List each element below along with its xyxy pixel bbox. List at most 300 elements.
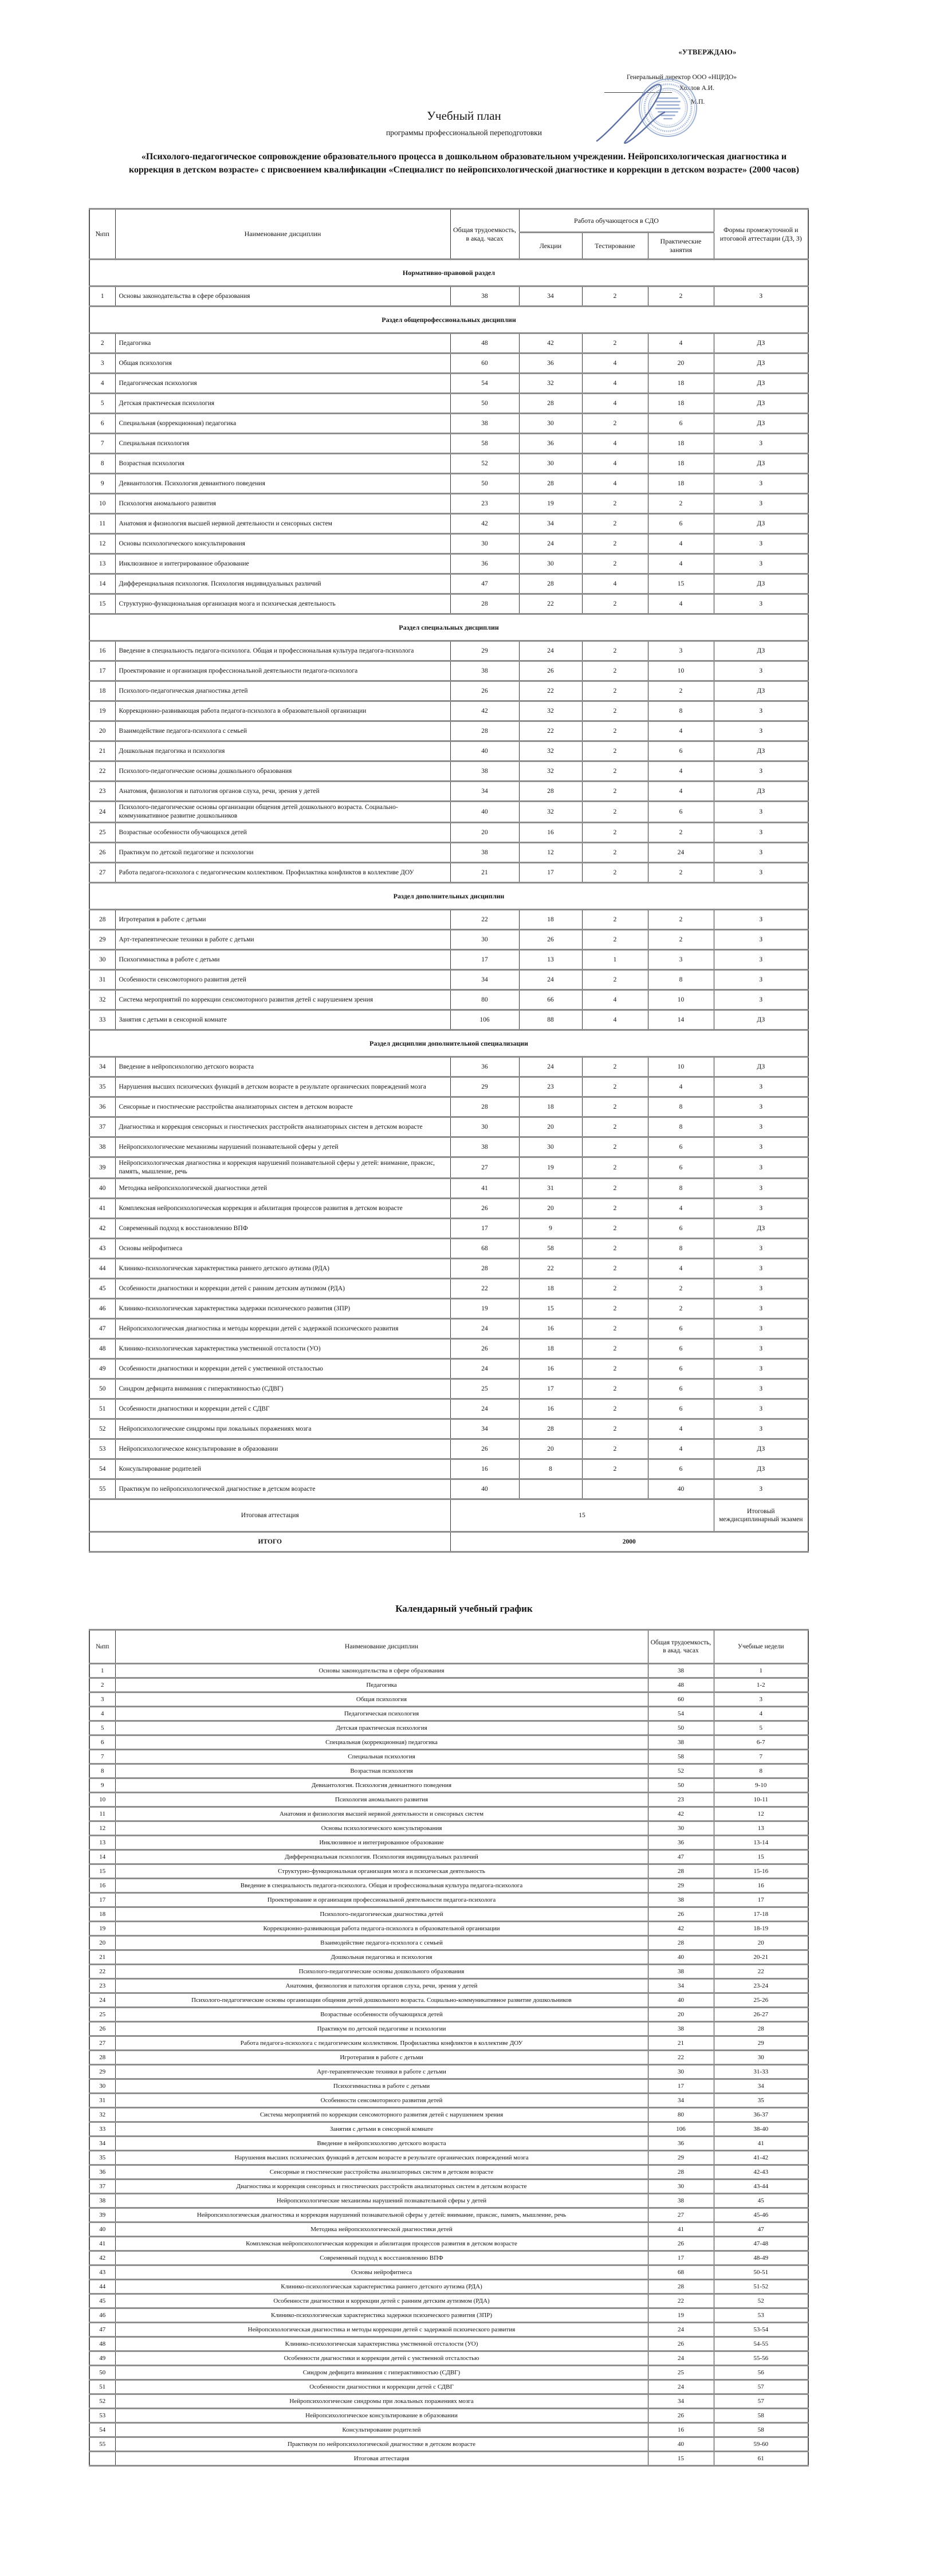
table-row (89, 1359, 808, 1379)
row-number: 49 (89, 2351, 115, 2366)
row-number: 40 (89, 1179, 115, 1199)
discipline-name: Девиантология. Психология девиантного поведения (115, 474, 450, 494)
weeks-cell: 42-43 (714, 2165, 808, 2180)
total-hours-cell: 20 (648, 2008, 714, 2022)
attestation-cell: З (714, 1399, 808, 1419)
total-hours-cell: 30 (450, 534, 519, 554)
weeks-cell: 17-18 (714, 1907, 808, 1922)
table-row (89, 2294, 808, 2308)
row-number: 55 (89, 1479, 115, 1499)
testing-cell: 2 (582, 1117, 648, 1137)
discipline-name: Клинико-психологическая характеристика умственной отсталости (УО) (115, 2337, 648, 2351)
table-row (89, 2423, 808, 2437)
attestation-cell: З (714, 1199, 808, 1219)
total-hours-cell: 38 (450, 414, 519, 434)
discipline-name: Особенности диагностики и коррекции детей с умственной отсталостью (115, 1359, 450, 1379)
discipline-name: Комплексная нейропсихологическая коррекция и абилитация процессов развития в детском возрасте (115, 2237, 648, 2251)
testing-cell: 2 (582, 661, 648, 681)
row-number: 17 (89, 1893, 115, 1907)
discipline-name: Консультирование родителей (115, 2423, 648, 2437)
attestation-cell: ДЗ (714, 681, 808, 701)
row-number: 26 (89, 843, 115, 863)
table-row (89, 1299, 808, 1319)
total-hours-cell: 19 (450, 1299, 519, 1319)
table-row (89, 721, 808, 741)
weeks-cell: 31-33 (714, 2065, 808, 2079)
curriculum-table-header (89, 209, 808, 260)
testing-cell: 2 (582, 514, 648, 534)
lectures-cell: 22 (519, 1259, 582, 1279)
row-number: 12 (89, 1821, 115, 1836)
table-row (89, 1936, 808, 1950)
row-number: 4 (89, 374, 115, 394)
lectures-cell: 23 (519, 1077, 582, 1097)
discipline-name: Нарушения высших психических функций в детском возрасте в результате органических повреждений мозга (115, 2151, 648, 2165)
discipline-name: Итоговая аттестация (115, 2452, 648, 2466)
discipline-name: Нейропсихологическое консультирование в образовании (115, 1439, 450, 1459)
row-number: 35 (89, 2151, 115, 2165)
section-title: Нормативно-правовой раздел (89, 260, 808, 286)
table-row (89, 1117, 808, 1137)
table-row (89, 534, 808, 554)
total-hours-cell: 30 (450, 1117, 519, 1137)
row-number: 41 (89, 2237, 115, 2251)
discipline-name: Основы психологического консультирования (115, 1821, 648, 1836)
lectures-cell: 19 (519, 1157, 582, 1179)
table-row (89, 641, 808, 661)
practice-cell: 24 (648, 843, 714, 863)
attestation-cell: З (714, 701, 808, 721)
final-attestation-label: Итоговая аттестация (89, 1499, 450, 1532)
weeks-cell: 6-7 (714, 1735, 808, 1750)
attestation-cell: ДЗ (714, 1459, 808, 1479)
discipline-name: Детская практическая психология (115, 394, 450, 414)
row-number: 16 (89, 1879, 115, 1893)
testing-cell: 2 (582, 1279, 648, 1299)
practice-cell: 4 (648, 554, 714, 574)
total-hours-cell: 38 (648, 1965, 714, 1979)
total-hours-cell: 17 (450, 950, 519, 970)
row-number: 19 (89, 701, 115, 721)
practice-cell: 20 (648, 354, 714, 374)
lectures-cell: 66 (519, 990, 582, 1010)
attestation-cell: ДЗ (714, 1010, 808, 1030)
discipline-name: Общая психология (115, 354, 450, 374)
attestation-cell: ДЗ (714, 454, 808, 474)
discipline-name: Проектирование и организация профессиональной деятельности педагога-психолога (115, 1893, 648, 1907)
discipline-name: Возрастные особенности обучающихся детей (115, 2008, 648, 2022)
weeks-cell: 51-52 (714, 2280, 808, 2294)
weeks-cell: 57 (714, 2380, 808, 2394)
total-hours-cell: 34 (450, 782, 519, 802)
testing-cell: 2 (582, 554, 648, 574)
table-row (89, 554, 808, 574)
row-number: 38 (89, 2194, 115, 2208)
row-number: 6 (89, 414, 115, 434)
practice-cell: 14 (648, 1010, 714, 1030)
practice-cell: 3 (648, 950, 714, 970)
lectures-cell: 17 (519, 1379, 582, 1399)
schedule-table (89, 1629, 809, 2467)
practice-cell: 2 (648, 823, 714, 843)
lectures-cell: 32 (519, 761, 582, 782)
total-hours-cell: 42 (648, 1922, 714, 1936)
total-hours-cell: 26 (450, 1439, 519, 1459)
row-number: 11 (89, 514, 115, 534)
weeks-cell: 57 (714, 2394, 808, 2409)
weeks-cell: 13-14 (714, 1836, 808, 1850)
weeks-cell: 38-40 (714, 2122, 808, 2137)
row-number: 26 (89, 2022, 115, 2036)
attestation-cell: З (714, 721, 808, 741)
attestation-cell: З (714, 823, 808, 843)
discipline-name: Система мероприятий по коррекции сенсомоторного развития детей с нарушением зрения (115, 2108, 648, 2122)
section-title: Раздел специальных дисциплин (89, 614, 808, 641)
table-row (89, 1678, 808, 1693)
weeks-cell: 16 (714, 1879, 808, 1893)
attestation-cell: З (714, 1239, 808, 1259)
testing-cell: 2 (582, 802, 648, 823)
discipline-name: Практикум по детской педагогике и психологии (115, 843, 450, 863)
attestation-cell: З (714, 1379, 808, 1399)
row-number: 2 (89, 1678, 115, 1693)
weeks-cell: 48-49 (714, 2251, 808, 2265)
discipline-name: Клинико-психологическая характеристика задержки психического развития (ЗПР) (115, 1299, 450, 1319)
total-hours-cell: 34 (450, 970, 519, 990)
testing-cell: 2 (582, 1299, 648, 1319)
table-row (89, 1735, 808, 1750)
testing-cell: 2 (582, 1239, 648, 1259)
discipline-name: Основы нейрофитнеса (115, 1239, 450, 1259)
testing-cell: 2 (582, 1137, 648, 1157)
row-number: 9 (89, 1778, 115, 1793)
practice-cell: 4 (648, 534, 714, 554)
discipline-name: Синдром дефицита внимания с гиперактивностью (СДВГ) (115, 2366, 648, 2380)
discipline-name: Психолого-педагогическая диагностика детей (115, 681, 450, 701)
total-hours-cell: 50 (648, 1778, 714, 1793)
total-hours-cell: 40 (450, 802, 519, 823)
practice-cell: 10 (648, 990, 714, 1010)
table-row (89, 1707, 808, 1721)
table-row (89, 394, 808, 414)
total-hours-cell: 36 (648, 1836, 714, 1850)
row-number: 5 (89, 394, 115, 414)
attestation-cell: З (714, 474, 808, 494)
discipline-name: Нейропсихологические механизмы нарушений познавательной сферы у детей (115, 1137, 450, 1157)
discipline-name: Нейропсихологические синдромы при локальных поражениях мозга (115, 1419, 450, 1439)
row-number: 11 (89, 1807, 115, 1821)
table-row (89, 514, 808, 534)
discipline-name: Психолого-педагогическая диагностика детей (115, 1907, 648, 1922)
discipline-name: Психолого-педагогические основы организации общения детей дошкольного возраста. Социально-коммуникативное развитие дошкольников (115, 802, 450, 823)
total-hours-cell: 26 (648, 2337, 714, 2351)
table-row (89, 2208, 808, 2222)
table-row (89, 1319, 808, 1339)
discipline-name: Клинико-психологическая характеристика задержки психического развития (ЗПР) (115, 2308, 648, 2323)
attestation-cell: З (714, 843, 808, 863)
weeks-cell: 4 (714, 1707, 808, 1721)
practice-cell: 3 (648, 641, 714, 661)
practice-cell: 2 (648, 910, 714, 930)
row-number: 8 (89, 454, 115, 474)
table-row (89, 1864, 808, 1879)
discipline-name: Диагностика и коррекция сенсорных и гностических расстройств анализаторных систем в детском возрасте (115, 2180, 648, 2194)
total-hours-cell: 22 (450, 1279, 519, 1299)
table-row (89, 930, 808, 950)
lectures-cell: 36 (519, 354, 582, 374)
lectures-cell: 34 (519, 286, 582, 307)
total-hours-cell: 42 (648, 1807, 714, 1821)
col-header-total: Общая трудоемкость, в акад. часах (648, 1630, 714, 1664)
testing-cell: 2 (582, 1319, 648, 1339)
table-row (89, 681, 808, 701)
section-row (89, 883, 808, 910)
testing-cell: 2 (582, 641, 648, 661)
row-number: 46 (89, 2308, 115, 2323)
testing-cell: 2 (582, 534, 648, 554)
practice-cell: 4 (648, 721, 714, 741)
col-header-name: Наименование дисциплин (115, 209, 450, 260)
row-number: 49 (89, 1359, 115, 1379)
table-row (89, 1379, 808, 1399)
table-row (89, 1479, 808, 1499)
table-row (89, 1339, 808, 1359)
weeks-cell: 43-44 (714, 2180, 808, 2194)
total-hours-cell: 34 (648, 1979, 714, 1993)
attestation-cell: З (714, 1419, 808, 1439)
schedule-table-header (89, 1630, 808, 1664)
attestation-cell: З (714, 1259, 808, 1279)
total-hours-cell: 54 (648, 1707, 714, 1721)
total-hours-cell: 21 (648, 2036, 714, 2051)
discipline-name: Особенности диагностики и коррекции детей с ранним детским аутизмом (РДА) (115, 1279, 450, 1299)
table-row (89, 2237, 808, 2251)
row-number: 24 (89, 1993, 115, 2008)
practice-cell: 8 (648, 1097, 714, 1117)
total-hours-cell: 40 (450, 1479, 519, 1499)
discipline-name: Детская практическая психология (115, 1721, 648, 1735)
weeks-cell: 52 (714, 2294, 808, 2308)
discipline-name: Особенности диагностики и коррекции детей с СДВГ (115, 1399, 450, 1419)
discipline-name: Педагогическая психология (115, 1707, 648, 1721)
discipline-name: Дифференциальная психология. Психология индивидуальных различий (115, 1850, 648, 1864)
table-row (89, 1179, 808, 1199)
col-header-weeks: Учебные недели (714, 1630, 808, 1664)
practice-cell: 2 (648, 863, 714, 883)
weeks-cell: 1 (714, 1664, 808, 1678)
discipline-name: Особенности сенсомоторного развития детей (115, 2094, 648, 2108)
lectures-cell: 18 (519, 1339, 582, 1359)
row-number: 25 (89, 2008, 115, 2022)
attestation-cell: ДЗ (714, 782, 808, 802)
total-hours-cell: 47 (648, 1850, 714, 1864)
discipline-name: Арт-терапевтические техники в работе с детьми (115, 2065, 648, 2079)
total-hours-cell: 41 (450, 1179, 519, 1199)
attestation-cell: З (714, 863, 808, 883)
table-row (89, 2366, 808, 2380)
practice-cell: 6 (648, 1219, 714, 1239)
row-number: 40 (89, 2222, 115, 2237)
row-number: 45 (89, 2294, 115, 2308)
weeks-cell: 18-19 (714, 1922, 808, 1936)
row-number: 14 (89, 574, 115, 594)
discipline-name: Особенности диагностики и коррекции детей с СДВГ (115, 2380, 648, 2394)
discipline-name: Возрастная психология (115, 1764, 648, 1778)
weeks-cell: 1-2 (714, 1678, 808, 1693)
row-number: 42 (89, 1219, 115, 1239)
attestation-cell: ДЗ (714, 574, 808, 594)
total-hours-cell: 28 (450, 1097, 519, 1117)
weeks-cell: 56 (714, 2366, 808, 2380)
total-hours-cell: 30 (648, 1821, 714, 1836)
discipline-name: Специальная психология (115, 434, 450, 454)
table-row (89, 1664, 808, 1678)
practice-cell: 2 (648, 930, 714, 950)
total-hours-cell: 22 (648, 2294, 714, 2308)
attestation-cell: З (714, 434, 808, 454)
attestation-cell: З (714, 1299, 808, 1319)
attestation-cell: З (714, 534, 808, 554)
total-hours-cell: 60 (450, 354, 519, 374)
row-number: 10 (89, 494, 115, 514)
row-number: 20 (89, 1936, 115, 1950)
practice-cell: 4 (648, 761, 714, 782)
discipline-name: Анатомия и физиология высшей нервной деятельности и сенсорных систем (115, 1807, 648, 1821)
practice-cell: 2 (648, 1299, 714, 1319)
row-number: 29 (89, 930, 115, 950)
table-row (89, 1879, 808, 1893)
attestation-cell: З (714, 970, 808, 990)
lectures-cell: 24 (519, 534, 582, 554)
total-hours-cell: 21 (450, 863, 519, 883)
table-row (89, 2137, 808, 2151)
total-hours-cell: 38 (648, 1735, 714, 1750)
testing-cell: 2 (582, 782, 648, 802)
discipline-name: Сенсорные и гностические расстройства анализаторных систем в детском возрасте (115, 2165, 648, 2180)
testing-cell: 4 (582, 454, 648, 474)
table-row (89, 1439, 808, 1459)
table-row (89, 1965, 808, 1979)
practice-cell: 2 (648, 1279, 714, 1299)
lectures-cell: 30 (519, 554, 582, 574)
discipline-name: Занятия с детьми в сенсорной комнате (115, 2122, 648, 2137)
discipline-name: Комплексная нейропсихологическая коррекция и абилитация процессов развития в детском возрасте (115, 1199, 450, 1219)
discipline-name: Работа педагога-психолога с педагогическим коллективом. Профилактика конфликтов в коллективе ДОУ (115, 863, 450, 883)
total-hours-cell: 24 (450, 1359, 519, 1379)
weeks-cell: 58 (714, 2423, 808, 2437)
weeks-cell: 35 (714, 2094, 808, 2108)
total-hours-cell: 58 (450, 434, 519, 454)
table-row (89, 1693, 808, 1707)
total-hours-cell: 50 (450, 474, 519, 494)
row-number: 45 (89, 1279, 115, 1299)
discipline-name: Нейропсихологическое консультирование в образовании (115, 2409, 648, 2423)
total-hours-cell: 60 (648, 1693, 714, 1707)
lectures-cell: 18 (519, 1279, 582, 1299)
total-hours-cell: 38 (648, 2194, 714, 2208)
practice-cell: 4 (648, 1419, 714, 1439)
lectures-cell: 28 (519, 1419, 582, 1439)
row-number: 41 (89, 1199, 115, 1219)
discipline-name: Педагогика (115, 1678, 648, 1693)
testing-cell: 4 (582, 354, 648, 374)
row-number: 51 (89, 1399, 115, 1419)
practice-cell: 6 (648, 1157, 714, 1179)
lectures-cell: 20 (519, 1117, 582, 1137)
discipline-name: Нейропсихологическая диагностика и методы коррекции детей с задержкой психического развития (115, 1319, 450, 1339)
lectures-cell: 42 (519, 333, 582, 354)
discipline-name: Занятия с детьми в сенсорной комнате (115, 1010, 450, 1030)
discipline-name: Инклюзивное и интегрированное образование (115, 554, 450, 574)
discipline-name: Методика нейропсихологической диагностики детей (115, 2222, 648, 2237)
total-hours-cell: 16 (648, 2423, 714, 2437)
practice-cell: 18 (648, 454, 714, 474)
testing-cell: 2 (582, 414, 648, 434)
row-number: 3 (89, 1693, 115, 1707)
lectures-cell: 22 (519, 721, 582, 741)
section-row (89, 307, 808, 333)
lectures-cell: 28 (519, 574, 582, 594)
practice-cell: 6 (648, 1319, 714, 1339)
testing-cell: 2 (582, 1399, 648, 1419)
discipline-name: Современный подход к восстановлению ВПФ (115, 2251, 648, 2265)
discipline-name: Дошкольная педагогика и психология (115, 1950, 648, 1965)
table-row (89, 474, 808, 494)
lectures-cell: 16 (519, 1319, 582, 1339)
discipline-name: Психология аномального развития (115, 494, 450, 514)
testing-cell: 2 (582, 1259, 648, 1279)
discipline-name: Современный подход к восстановлению ВПФ (115, 1219, 450, 1239)
total-hours-cell: 68 (648, 2265, 714, 2280)
table-row (89, 2079, 808, 2094)
testing-cell: 4 (582, 1010, 648, 1030)
table-row (89, 2194, 808, 2208)
testing-cell: 2 (582, 1057, 648, 1077)
table-row (89, 1399, 808, 1419)
table-row (89, 1157, 808, 1179)
row-number: 32 (89, 2108, 115, 2122)
table-row (89, 374, 808, 394)
table-row (89, 1793, 808, 1807)
col-header-attestation: Формы промежуточной и итоговой аттестации (ДЗ, З) (714, 209, 808, 260)
row-number: 23 (89, 782, 115, 802)
total-hours-cell: 40 (648, 2437, 714, 2452)
table-row (89, 2337, 808, 2351)
total-hours-cell: 38 (450, 1137, 519, 1157)
practice-cell: 8 (648, 1179, 714, 1199)
lectures-cell: 22 (519, 681, 582, 701)
weeks-cell: 34 (714, 2079, 808, 2094)
discipline-name: Анатомия и физиология высшей нервной деятельности и сенсорных систем (115, 514, 450, 534)
attestation-cell: ДЗ (714, 354, 808, 374)
discipline-name: Нейропсихологические механизмы нарушений познавательной сферы у детей (115, 2194, 648, 2208)
testing-cell: 2 (582, 1459, 648, 1479)
row-number: 18 (89, 681, 115, 701)
practice-cell: 2 (648, 286, 714, 307)
attestation-cell: ДЗ (714, 514, 808, 534)
weeks-cell: 36-37 (714, 2108, 808, 2122)
total-hours-cell: 29 (450, 1077, 519, 1097)
total-hours-cell: 27 (648, 2208, 714, 2222)
discipline-name: Практикум по нейропсихологической диагностике в детском возрасте (115, 2437, 648, 2452)
lectures-cell: 9 (519, 1219, 582, 1239)
practice-cell: 4 (648, 1439, 714, 1459)
testing-cell: 4 (582, 474, 648, 494)
attestation-cell: ДЗ (714, 1439, 808, 1459)
row-number: 23 (89, 1979, 115, 1993)
row-number: 30 (89, 950, 115, 970)
practice-cell: 2 (648, 681, 714, 701)
